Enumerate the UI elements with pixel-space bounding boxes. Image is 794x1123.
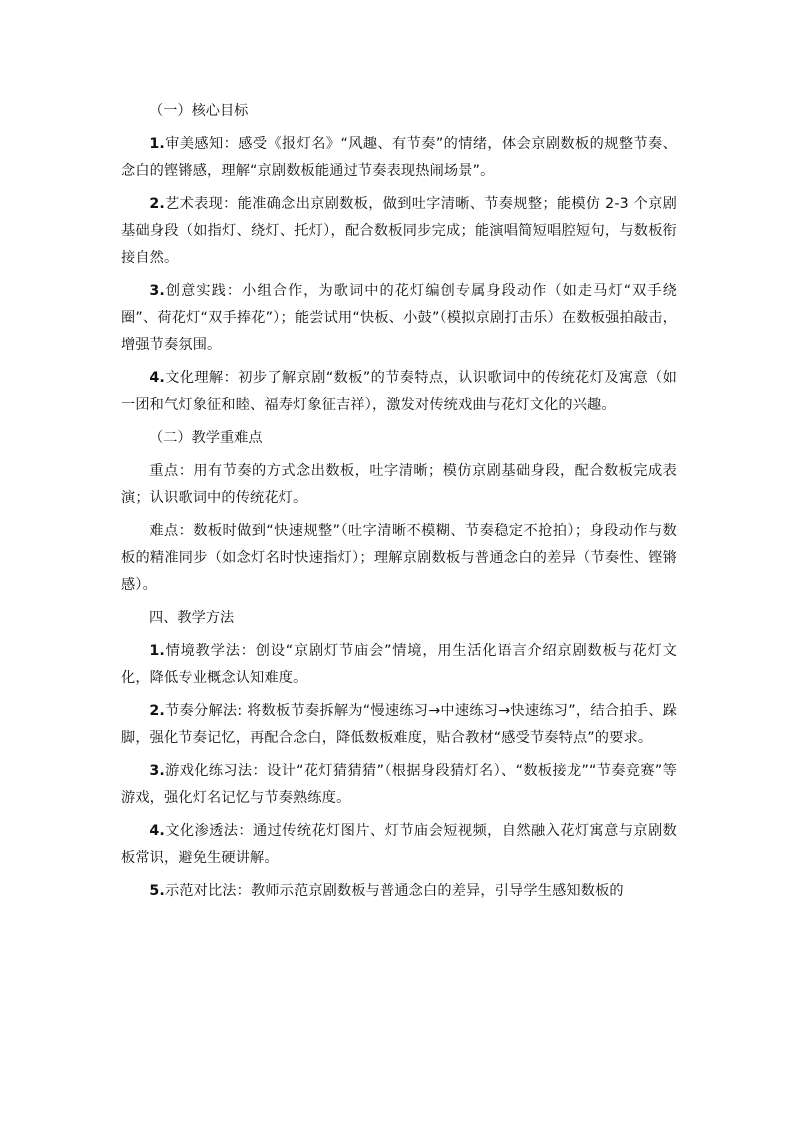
method-item-4 xyxy=(121,818,677,872)
item-text: 节奏分解法: 将数板节奏拆解为“慢速练习→中速练习→快速练习”，结合拍手、跺脚，强化节奏记忆，再配合念白，降低数板难度，贴合教材“感受节奏特点”的要求。 xyxy=(121,703,677,746)
item-number: 2. xyxy=(149,196,165,212)
item-number: 1. xyxy=(149,136,165,152)
document-page xyxy=(121,98,677,911)
method-item-5 xyxy=(121,878,677,905)
section-heading-core-goals: （一）核心目标 xyxy=(149,103,249,119)
item-number: 3. xyxy=(149,763,165,779)
item-text: 艺术表现：能准确念出京剧数板，做到吐字清晰、节奏规整；能模仿 2-3 个京剧基础身段（如指灯、绕灯、托灯），配合数板同步完成；能演唱简短唱腔短句，与数板衔接自然。 xyxy=(121,196,677,266)
item-number: 1. xyxy=(149,643,165,659)
item-text: 情境教学法：创设“京剧灯节庙会”情境，用生活化语言介绍京剧数板与花灯文化，降低专业概念认知难度。 xyxy=(121,643,677,686)
goal-item-3 xyxy=(121,278,677,359)
item-text: 游戏化练习法：设计“花灯猜猜猜”（根据身段猜灯名）、“数板接龙”“节奏竞赛”等游戏，强化灯名记忆与节奏熟练度。 xyxy=(121,763,677,806)
goal-item-4 xyxy=(121,365,677,419)
item-text: 示范对比法：教师示范京剧数板与普通念白的差异，引导学生感知数板的 xyxy=(164,883,624,899)
item-number: 4. xyxy=(149,823,165,839)
item-text: 审美感知：感受《报灯名》“风趣、有节奏”的情绪，体会京剧数板的规整节奏、念白的铿锵感，理解“京剧数板能通过节奏表现热闹场景”。 xyxy=(121,136,677,179)
item-text: 创意实践：小组合作，为歌词中的花灯编创专属身段动作（如走马灯“双手绕圈”、荷花灯“双手捧花”）；能尝试用“快板、小鼓”（模拟京剧打击乐）在数板强拍敲击，增强节奏氛围。 xyxy=(121,283,677,353)
method-item-3 xyxy=(121,758,677,812)
item-number: 5. xyxy=(149,883,165,899)
item-number: 4. xyxy=(149,370,165,386)
item-number: 2. xyxy=(149,703,165,719)
section-heading-key-difficult-points: （二）教学重难点 xyxy=(149,430,263,446)
key-points-paragraph: 重点：用有节奏的方式念出数板，吐字清晰；模仿京剧基础身段，配合数板完成表演；认识歌词中的传统花灯。 xyxy=(121,463,677,506)
item-text: 文化理解：初步了解京剧“数板”的节奏特点，认识歌词中的传统花灯及寓意（如一团和气灯象征和睦、福寿灯象征吉祥），激发对传统戏曲与花灯文化的兴趣。 xyxy=(121,370,677,413)
difficult-points-paragraph: 难点：数板时做到“快速规整”（吐字清晰不模糊、节奏稳定不抢拍）；身段动作与数板的精准同步（如念灯名时快速指灯）；理解京剧数板与普通念白的差异（节奏性、铿锵感）。 xyxy=(121,523,677,593)
goal-item-1 xyxy=(121,131,677,185)
goal-item-2 xyxy=(121,191,677,272)
method-item-2 xyxy=(121,698,677,752)
item-number: 3. xyxy=(149,283,165,299)
item-text: 文化渗透法：通过传统花灯图片、灯节庙会短视频，自然融入花灯寓意与京剧数板常识，避免生硬讲解。 xyxy=(121,823,677,866)
method-item-1 xyxy=(121,638,677,692)
section-heading-teaching-methods: 四、教学方法 xyxy=(149,610,235,626)
